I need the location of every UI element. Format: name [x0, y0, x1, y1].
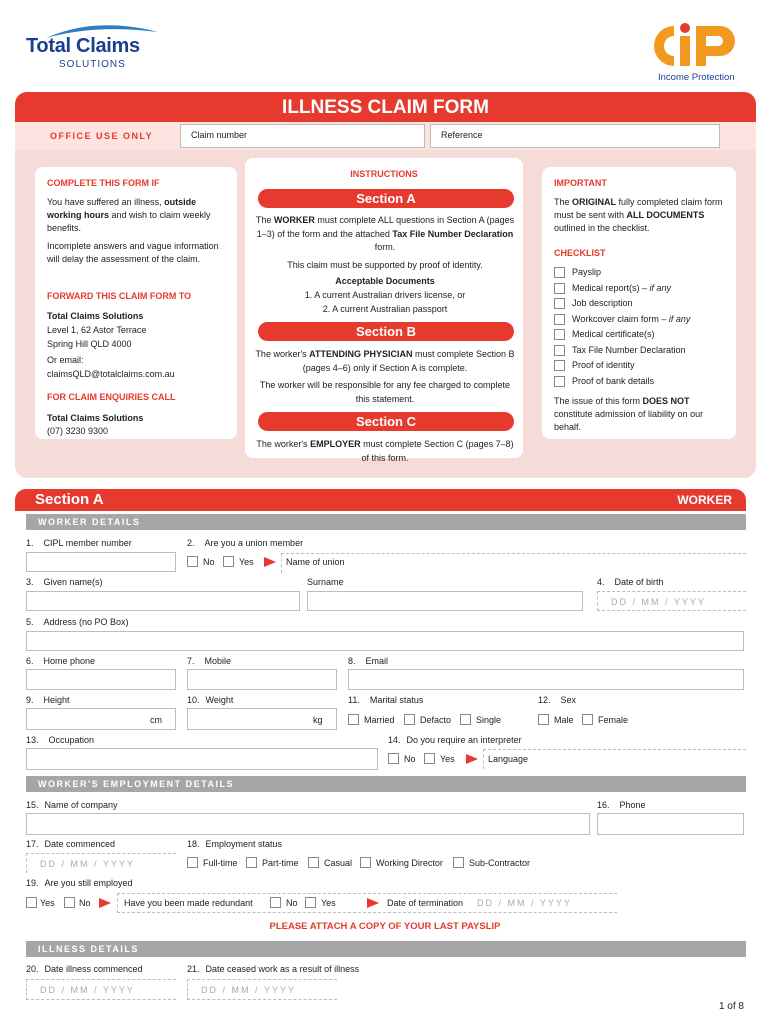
fee-text: The worker will be responsible for any fee charged to complete this statement. [259, 380, 511, 404]
checklist-label: Proof of bank details [572, 375, 655, 386]
checkbox-icon[interactable] [554, 267, 565, 278]
forward-email-label: Or email: [47, 355, 84, 365]
issue-text [554, 395, 724, 434]
forward-name: Total Claims Solutions [47, 311, 144, 321]
instructions-heading: INSTRUCTIONS [350, 169, 418, 179]
issue-2: DOES NOT [642, 396, 690, 406]
section-a-worker: WORKER [677, 493, 732, 507]
checklist-label: Medical certificate(s) [572, 329, 655, 339]
a-text-2: WORKER [273, 215, 315, 225]
important-4: ALL DOCUMENTS [626, 210, 705, 220]
cip-logo-icon [652, 22, 746, 70]
important-2: ORIGINAL [572, 197, 617, 207]
forward-addr1: Level 1, 62 Astor Terrace [47, 325, 147, 335]
interpreter-no-label: No [404, 754, 416, 764]
illness-commenced-placeholder: DD / MM / YYYY [40, 985, 135, 995]
c-text-3: must complete Section C (pages 7–8) of this form. [360, 439, 514, 463]
important-text [554, 196, 730, 235]
q11-text: Marital status [369, 695, 424, 705]
q1-text: CIPL member number [43, 538, 132, 548]
arrow-right-icon [367, 898, 379, 908]
section-a-bar [15, 489, 746, 511]
union-name-input[interactable] [281, 553, 746, 573]
full-time-checkbox[interactable] [187, 857, 198, 868]
c-text-2: EMPLOYER [310, 439, 361, 449]
email-input[interactable] [348, 669, 744, 690]
reference-label: Reference [441, 130, 483, 140]
q16-text: Phone [619, 800, 646, 810]
logo-subtitle: SOLUTIONS [59, 59, 126, 70]
acceptable-1: 1. A current Australian drivers license, or [304, 290, 466, 300]
q17-label: 17. Date commenced [26, 839, 116, 849]
single-checkbox[interactable] [460, 714, 471, 725]
employment-details-bar: WORKER'S EMPLOYMENT DETAILS [26, 776, 746, 792]
checklist-label: Job description [572, 298, 633, 308]
home-phone-input[interactable] [26, 669, 176, 690]
illness-details-bar: ILLNESS DETAILS [26, 941, 746, 957]
q6-label: 6. Home phone [26, 656, 96, 666]
section-a-text [252, 214, 518, 255]
arrow-right-icon [99, 898, 111, 908]
important-3: fully completed claim form must be sent with [554, 197, 723, 220]
mobile-input[interactable] [187, 669, 337, 690]
date-ceased-placeholder: DD / MM / YYYY [201, 985, 296, 995]
issue-3: constitute admission of liability on our behalf. [554, 409, 704, 432]
left-panel [35, 167, 237, 439]
dob-placeholder: DD / MM / YYYY [611, 597, 706, 607]
q9-label: 9. Height [26, 695, 70, 705]
working-director-checkbox[interactable] [360, 857, 371, 868]
claim-number-field[interactable] [180, 124, 425, 148]
q14-label: 14. Do you require an interpreter [388, 735, 522, 745]
logo-title: Total Claims [26, 35, 140, 57]
q10-text: Weight [205, 695, 234, 705]
phone-input[interactable] [597, 813, 744, 835]
q5-text: Address (no PO Box) [43, 617, 129, 627]
reference-field[interactable] [430, 124, 720, 148]
q3-label: 3. Given name(s) [26, 577, 103, 587]
right-panel [542, 167, 736, 439]
important-5: outlined in the checklist. [554, 223, 650, 233]
worker-details-bar: WORKER DETAILS [26, 514, 746, 530]
q17-text: Date commenced [44, 839, 116, 849]
checkbox-icon[interactable] [554, 345, 565, 356]
checklist-note: if any [649, 282, 672, 293]
acceptable-2: 2. A current Australian passport [322, 304, 448, 314]
male-label: Male [554, 715, 574, 725]
redundant-yes-checkbox[interactable] [305, 897, 316, 908]
occupation-input[interactable] [26, 748, 378, 770]
q19-label: 19. Are you still employed [26, 878, 133, 888]
termination-label: Date of termination [387, 898, 464, 908]
q3-text: Given name(s) [43, 577, 103, 587]
male-checkbox[interactable] [538, 714, 549, 725]
section-a-title: Section A [35, 491, 104, 508]
part-time-checkbox[interactable] [246, 857, 257, 868]
complete-heading: COMPLETE THIS FORM IF [47, 178, 160, 188]
q13-text: Occupation [48, 735, 95, 745]
b-text-1: The worker's [255, 349, 310, 359]
q21-label: 21. Date ceased work as a result of illness [187, 964, 360, 974]
q15-text: Name of company [44, 800, 118, 810]
b-text-3: must complete Section B (pages 4–6) only if Section A is complete. [302, 349, 515, 373]
section-a-pill: Section A [258, 189, 514, 208]
q15-label: 15. Name of company [26, 800, 118, 810]
checklist-label: Proof of identity [572, 360, 635, 370]
q21-text: Date ceased work as a result of illness [205, 964, 360, 974]
cip-caption: Income Protection [658, 72, 735, 83]
forward-email[interactable]: claimsQLD@totalclaims.com.au [47, 369, 175, 379]
checkbox-icon[interactable] [554, 376, 565, 387]
q20-label: 20. Date illness commenced [26, 964, 143, 974]
q12-label: 12. Sex [538, 695, 577, 705]
redundant-no-checkbox[interactable] [270, 897, 281, 908]
forward-addr2: Spring Hill QLD 4000 [47, 339, 132, 349]
complete-p1 [47, 196, 231, 235]
arrow-right-icon [264, 557, 276, 567]
proof-text: This claim must be supported by proof of identity. [287, 260, 483, 270]
part-time-label: Part-time [262, 858, 299, 868]
full-time-label: Full-time [203, 858, 238, 868]
q9-text: Height [43, 695, 70, 705]
female-label: Female [598, 715, 629, 725]
a-text-5: form. [374, 242, 396, 252]
single-label: Single [476, 715, 502, 725]
company-input[interactable] [26, 813, 590, 835]
complete-p1-b: outside working hours [47, 197, 197, 220]
q20-text: Date illness commenced [44, 964, 143, 974]
casual-checkbox[interactable] [308, 857, 319, 868]
q6-text: Home phone [43, 656, 96, 666]
enquiries-name: Total Claims Solutions [47, 413, 144, 423]
q1-label: 1. CIPL member number [26, 538, 132, 548]
casual-label: Casual [324, 858, 353, 868]
redundant-no-label: No [286, 898, 298, 908]
a-text-3: must complete ALL questions in Section A (pages 1–3) of the form and the attached [256, 215, 515, 239]
q2-text: Are you a union member [204, 538, 304, 548]
union-yes-checkbox[interactable] [223, 556, 234, 567]
enquiries-phone: (07) 3230 9300 [47, 426, 109, 436]
forward-heading: FORWARD THIS CLAIM FORM TO [47, 291, 192, 301]
married-label: Married [364, 715, 395, 725]
date-commenced-placeholder: DD / MM / YYYY [40, 859, 135, 869]
q2-label: 2. Are you a union member [187, 538, 304, 548]
checklist-label [572, 283, 671, 293]
interpreter-yes-label: Yes [440, 754, 455, 764]
employed-yes-checkbox[interactable] [26, 897, 37, 908]
issue-1: The issue of this form [554, 396, 643, 406]
q8-text: Email [365, 656, 389, 666]
q4-text: Date of birth [614, 577, 664, 587]
q12-text: Sex [560, 695, 577, 705]
married-checkbox[interactable] [348, 714, 359, 725]
checklist-heading: CHECKLIST [554, 248, 606, 258]
office-use-label: OFFICE USE ONLY [50, 131, 154, 141]
termination-date-placeholder[interactable]: DD / MM / YYYY [477, 898, 572, 908]
employed-no-label: No [79, 898, 91, 908]
interpreter-no-checkbox[interactable] [388, 753, 399, 764]
section-b-text [252, 348, 518, 375]
c-text-1: The worker's [256, 439, 311, 449]
union-yes-label: Yes [239, 557, 254, 567]
checklist-label: Payslip [572, 267, 602, 277]
q4-label: 4. Date of birth [597, 577, 664, 587]
interpreter-yes-checkbox[interactable] [424, 753, 435, 764]
attach-payslip-note: PLEASE ATTACH A COPY OF YOUR LAST PAYSLIP [269, 921, 501, 932]
section-c-pill: Section C [258, 412, 514, 431]
q13-label: 13. Occupation [26, 735, 95, 745]
complete-p1-a: You have suffered an illness, [47, 197, 165, 207]
union-name-label: Name of union [286, 557, 345, 567]
a-text-1: The [255, 215, 274, 225]
q11-label: 11. Marital status [348, 695, 424, 705]
title-bar [15, 92, 756, 122]
important-heading: IMPORTANT [554, 178, 607, 188]
redundant-yes-label: Yes [321, 898, 336, 908]
acceptable-heading: Acceptable Documents [335, 276, 435, 286]
checkbox-icon[interactable] [554, 314, 565, 325]
checkbox-icon[interactable] [554, 283, 565, 294]
language-label: Language [488, 754, 529, 764]
q14-text: Do you require an interpreter [406, 735, 522, 745]
section-b-pill: Section B [258, 322, 514, 341]
q5-label: 5. Address (no PO Box) [26, 617, 129, 627]
enquiries-heading: FOR CLAIM ENQUIRIES CALL [47, 392, 176, 402]
kg-unit: kg [313, 715, 323, 725]
claim-number-label: Claim number [191, 130, 248, 140]
sub-contractor-checkbox[interactable] [453, 857, 464, 868]
union-no-checkbox[interactable] [187, 556, 198, 567]
surname-label: Surname [307, 577, 344, 587]
a-text-4: Tax File Number Declaration [392, 228, 514, 239]
page-number: 1 of 8 [718, 1001, 744, 1012]
checkbox-icon[interactable] [554, 298, 565, 309]
sub-contractor-label: Sub-Contractor [469, 858, 531, 868]
surname-input[interactable] [307, 591, 583, 611]
q8-label: 8. Email [348, 656, 389, 666]
q18-text: Employment status [205, 839, 283, 849]
important-1: The [554, 197, 573, 207]
b-text-2: ATTENDING PHYSICIAN [309, 349, 413, 359]
checklist-label [572, 314, 690, 324]
total-claims-logo [26, 22, 166, 72]
defacto-checkbox[interactable] [404, 714, 415, 725]
q7-text: Mobile [204, 656, 232, 666]
employed-no-checkbox[interactable] [64, 897, 75, 908]
q19-text: Are you still employed [44, 878, 133, 888]
cipl-member-input[interactable] [26, 552, 176, 572]
cip-logo [652, 22, 746, 86]
q7-label: 7. Mobile [187, 656, 232, 666]
working-director-label: Working Director [376, 858, 443, 868]
section-c-text [252, 438, 518, 465]
cm-unit: cm [150, 715, 162, 725]
checkbox-icon[interactable] [554, 360, 565, 371]
given-name-input[interactable] [26, 591, 300, 611]
complete-p1-c: and wish to claim weekly benefits. [47, 210, 211, 233]
checklist-text: Workcover claim form – [572, 313, 669, 324]
q10-label: 10. Weight [187, 695, 234, 705]
checkbox-icon[interactable] [554, 329, 565, 340]
checklist-label: Tax File Number Declaration [572, 344, 686, 355]
q18-label: 18. Employment status [187, 839, 283, 849]
checklist-note: if any [668, 313, 691, 324]
female-checkbox[interactable] [582, 714, 593, 725]
page-title: ILLNESS CLAIM FORM [282, 97, 489, 118]
employed-yes-label: Yes [40, 898, 55, 908]
checklist-text: Medical report(s) – [572, 282, 650, 293]
complete-p2: Incomplete answers and vague information will delay the assessment of the claim. [47, 241, 219, 264]
union-no-label: No [203, 557, 215, 567]
redundant-label: Have you been made redundant [124, 898, 253, 908]
defacto-label: Defacto [420, 715, 452, 725]
q16-label: 16. Phone [597, 800, 646, 810]
address-input[interactable] [26, 631, 744, 651]
arrow-right-icon [466, 754, 478, 764]
